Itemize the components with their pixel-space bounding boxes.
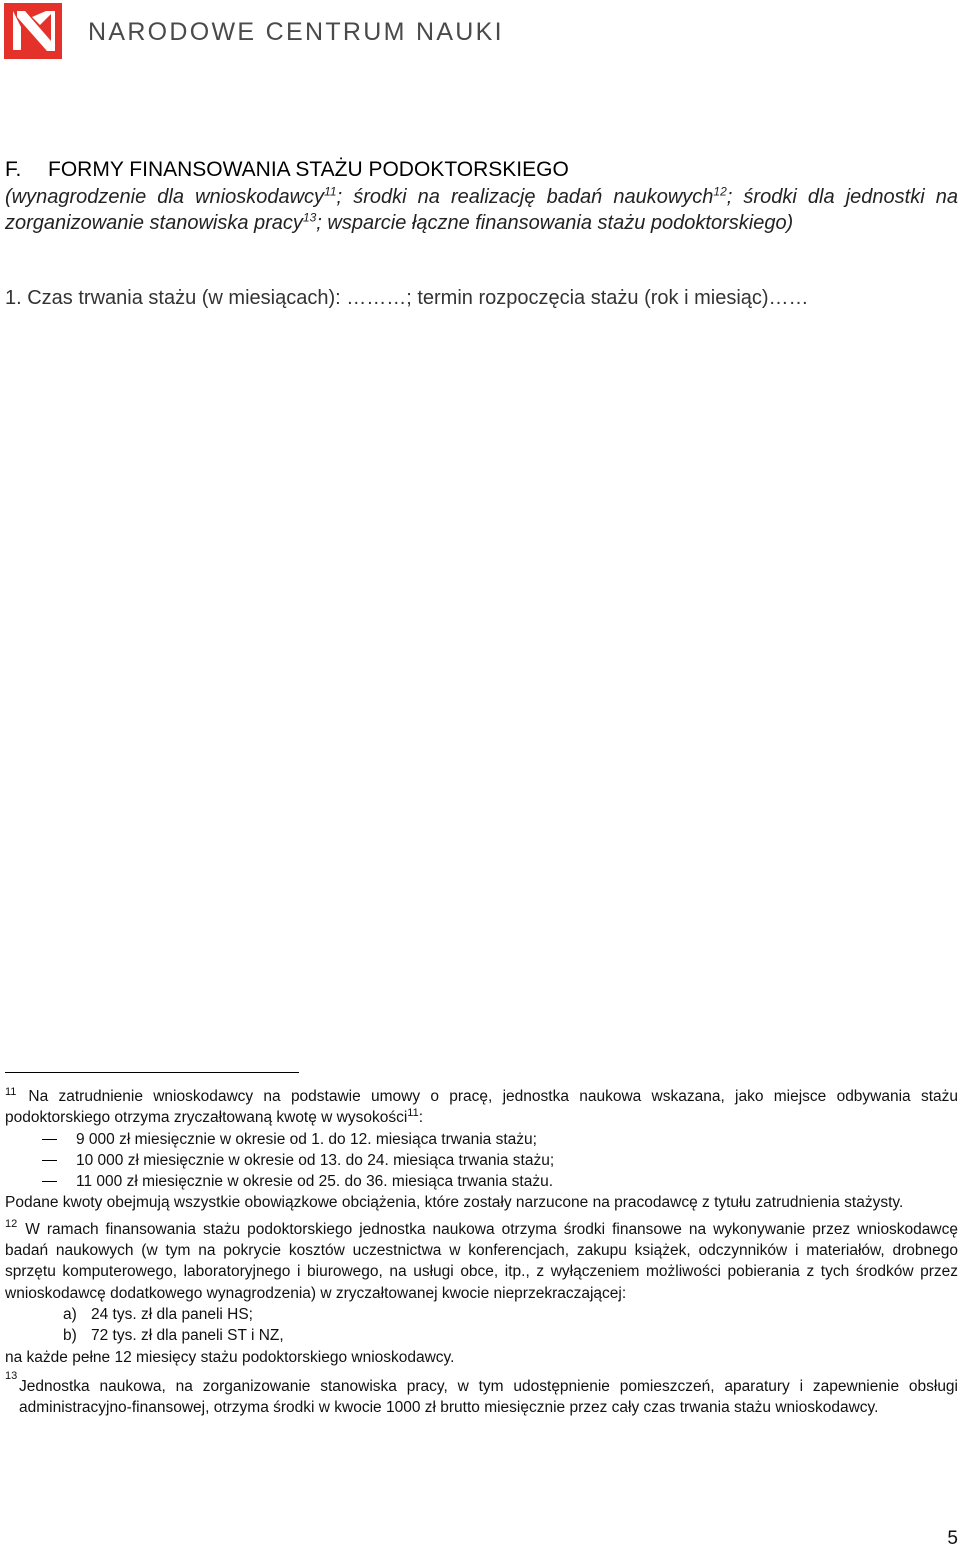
footnote-text: : bbox=[418, 1109, 424, 1127]
footnote-text: W ramach finansowania stażu podoktorskiego jednostka naukowa otrzyma środki finansowe na wykonywanie przez wnioskodawcę badań naukowych (w tym na pokrycie kosztów uczestnictwa w konferencjach, zakupu książek, odczynników i materiałów, drobnego sprzętu komputerowego, laboratoryjnego i biurowego, na usługi obce, itp., z wyłączeniem możliwości pobierania z tych środków przez wnioskodawcę dodatkowego wynagrodzenia) w zryczałtowanej kwocie nieprzekraczającej: bbox=[5, 1220, 958, 1302]
section-f bbox=[5, 156, 958, 236]
page-number: 5 bbox=[947, 1528, 958, 1549]
list-text: 72 tys. zł dla paneli ST i NZ, bbox=[91, 1327, 284, 1345]
section-title-text: FORMY FINANSOWANIA STAŻU PODOKTORSKIEGO bbox=[48, 158, 569, 181]
footnote-12-text bbox=[5, 1214, 958, 1304]
page-header bbox=[0, 0, 960, 70]
list-item bbox=[5, 1325, 958, 1346]
footnote-12 bbox=[5, 1214, 958, 1368]
subtitle-part: ; środki na realizację badań naukowych bbox=[336, 186, 714, 208]
list-label: b) bbox=[63, 1327, 77, 1345]
footnote-number: 11 bbox=[5, 1086, 17, 1098]
subtitle-part: (wynagrodzenie dla wnioskodawcy bbox=[5, 186, 325, 208]
section-letter: F. bbox=[5, 158, 22, 181]
subtitle-part: ; wsparcie łączne finansowania stażu podoktorskiego) bbox=[316, 212, 794, 234]
salary-list bbox=[5, 1129, 958, 1193]
subtitle-part: ; środki dla jednostki na zorganizowanie stanowiska pracy bbox=[5, 186, 958, 234]
footnote-number: 12 bbox=[5, 1217, 18, 1230]
footnote-ref: 12 bbox=[713, 184, 727, 199]
footnote-11-text bbox=[5, 1082, 958, 1129]
footnote-separator bbox=[5, 1072, 299, 1073]
list-item: 10 000 zł miesięcznie w okresie od 13. do 24. miesiąca trwania stażu; bbox=[5, 1150, 958, 1171]
footnote-ref: 11 bbox=[407, 1107, 419, 1120]
footnotes bbox=[5, 1082, 958, 1418]
footnote-text: Na zatrudnienie wnioskodawcy na podstawie umowy o pracę, jednostka naukowa wskazana, jako miejsce odbywania stażu podoktorskiego otrzyma zryczałtowaną kwotę w wysokości bbox=[5, 1088, 958, 1127]
list-item: 9 000 zł miesięcznie w okresie od 1. do 12. miesiąca trwania stażu; bbox=[5, 1129, 958, 1150]
brand-name: NARODOWE CENTRUM NAUKI bbox=[88, 18, 504, 46]
ncn-logo bbox=[4, 3, 62, 59]
footnote-12-closing: na każde pełne 12 miesięcy stażu podoktorskiego wnioskodawcy. bbox=[5, 1348, 455, 1366]
list-item: 11 000 zł miesięcznie w okresie od 25. do 36. miesiąca trwania stażu. bbox=[5, 1171, 958, 1192]
section-subtitle bbox=[5, 184, 958, 236]
section-title bbox=[5, 156, 958, 184]
footnote-13 bbox=[5, 1368, 958, 1419]
list-text: 24 tys. zł dla paneli HS; bbox=[91, 1305, 253, 1323]
footnote-number: 13 bbox=[5, 1369, 18, 1382]
footnote-ref: 13 bbox=[302, 210, 317, 225]
list-label: a) bbox=[63, 1305, 77, 1323]
footnote-ref: 11 bbox=[324, 184, 337, 199]
footnote-13-text: Jednostka naukowa, na zorganizowanie stanowiska pracy, w tym udostępnienie pomieszczeń, aparatury i zapewnienie obsługi administracyjno-finansowej, otrzyma środki w kwocie 1000 zł brutto miesięcznie przez cały czas trwania stażu wnioskodawcy. bbox=[19, 1377, 958, 1417]
footnote-11 bbox=[5, 1082, 958, 1214]
panel-list bbox=[5, 1304, 958, 1347]
question-duration: 1. Czas trwania stażu (w miesiącach): ………; termin rozpoczęcia stażu (rok i miesiąc)…… bbox=[5, 287, 809, 309]
footnote-11-closing: Podane kwoty obejmują wszystkie obowiązkowe obciążenia, które zostały narzucone na pracodawcę z tytułu zatrudnienia stażysty. bbox=[5, 1194, 904, 1212]
list-item bbox=[5, 1304, 958, 1325]
